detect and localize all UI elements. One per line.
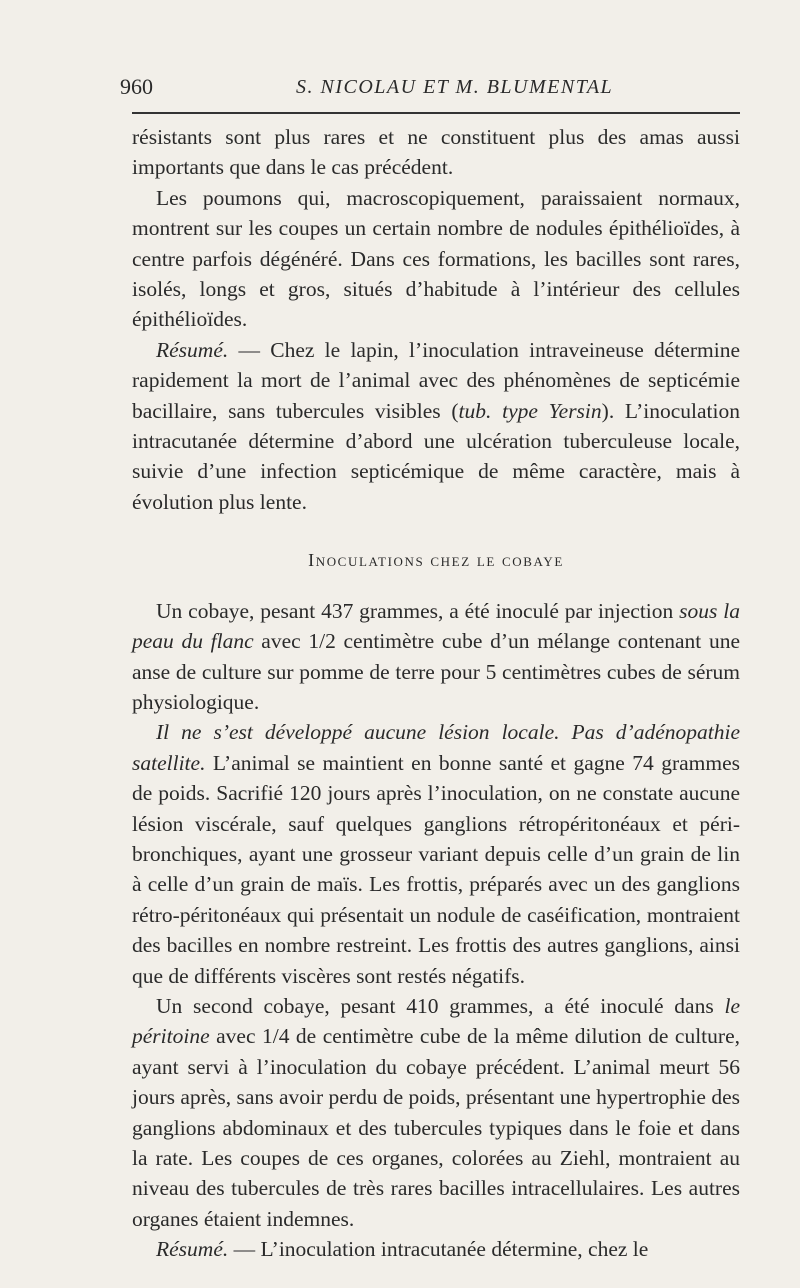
paragraph: Un cobaye, pesant 437 grammes, a été inoculé par injection sous la peau du flanc avec 1/2 centimètre cube d’un mélange contenant une anse de culture sur pomme de terre pour 5 centimètres cubes de sérum physiologique. [132,598,740,714]
summary-paragraph: Résumé. — Chez le lapin, l’inoculation intraveineuse détermine rapidement la mort de l’animal avec des phénomènes de septicémie bacillaire, sans tubercules visibles (tub. type Yersin). L’inoculation intracutanée détermine d’abord une ulcération tuberculeuse locale, suivie d’une infection septicémique de même caractère, mais à évolution plus lente. [132,337,740,514]
paragraph: Les poumons qui, macroscopiquement, paraissaient normaux, montrent sur les coupes un certain nombre de nodules épithélioïdes, à centre parfois dégénéré. Dans ces formations, les bacilles sont rares, isolés, longs et gros, situés d’habitude à l’intérieur des cellules épithélioïdes. [132,185,740,332]
page-number: 960 [120,74,153,99]
body-text [132,122,740,1265]
header-rule [132,112,740,114]
summary-paragraph: Résumé. — L’inoculation intracutanée détermine, chez le [156,1237,649,1262]
summary-label: Résumé. [156,337,229,362]
running-head: S. NICOLAU ET M. BLUMENTAL [296,76,614,98]
paragraph: Un second cobaye, pesant 410 grammes, a été inoculé dans le péritoine avec 1/4 de centimètre cube de la même dilution de culture, ayant servi à l’inoculation du cobaye précédent. L’animal meurt 56 jours après, sans avoir perdu de poids, présentant une hypertrophie des ganglions abdominaux et des tubercules typiques dans le foie et dans la rate. Les coupes de ces organes, colorées au Ziehl, montraient au niveau des tubercules de très rares bacilles intracellulaires. Les autres organes étaient indemnes. [132,993,740,1231]
summary-label: Résumé. [156,1237,229,1262]
section-title: Inoculations chez le cobaye [308,550,564,571]
page-header [120,74,742,104]
paragraph: résistants sont plus rares et ne constituent plus des amas aussi importants que dans le cas précédent. [132,125,740,180]
paragraph: Il ne s’est développé aucune lésion locale. Pas d’adénopathie satellite. L’animal se maintient en bonne santé et gagne 74 grammes de poids. Sacrifié 120 jours après l’inoculation, on ne constate aucune lésion viscérale, sauf quelques ganglions rétropéritonéaux et péri-bronchiques, ayant une grosseur variant depuis celle d’un grain de lin à celle d’un grain de maïs. Les frottis, préparés avec un des ganglions rétro-péritonéaux qui présentait un nodule de caséification, montraient des bacilles en nombre restreint. Les frottis des autres ganglions, ainsi que de différents viscères sont restés négatifs. [132,720,740,988]
